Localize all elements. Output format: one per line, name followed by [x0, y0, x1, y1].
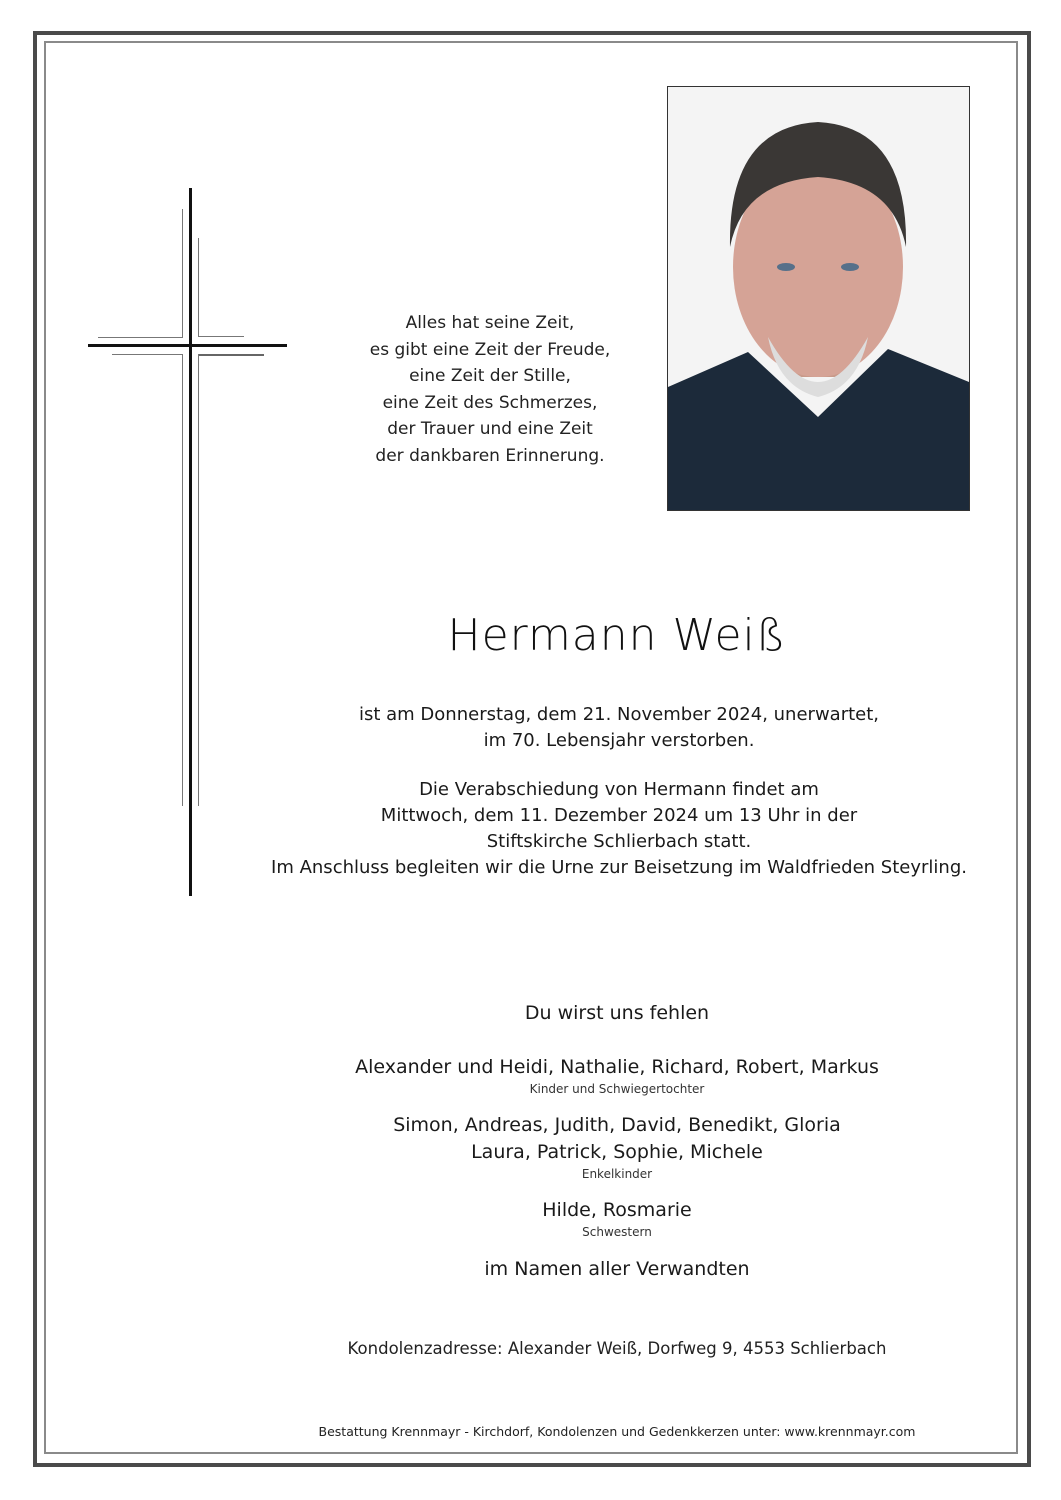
mourner-names: Simon, Andreas, Judith, David, Benedikt, Gloria — [393, 1114, 841, 1136]
quote — [370, 310, 611, 469]
deceased-name: Hermann Weiß — [447, 610, 787, 661]
quote-line: der Trauer und eine Zeit — [387, 419, 593, 439]
mourner-group — [355, 1054, 879, 1097]
mourner-relation: Kinder und Schwiegertochter — [529, 1082, 705, 1096]
farewell-details — [271, 777, 967, 881]
mourner-relation: Enkelkinder — [581, 1167, 653, 1181]
quote-line: eine Zeit des Schmerzes, — [382, 392, 598, 413]
farewell-line: Die Verabschiedung von Hermann findet am — [419, 779, 819, 800]
farewell-line: Stiftskirche Schlierbach statt. — [486, 831, 752, 852]
notice-line: im 70. Lebensjahr verstorben. — [483, 730, 755, 751]
quote-line: Alles hat seine Zeit, — [405, 313, 575, 333]
quote-line: es gibt eine Zeit der Freude, — [369, 339, 611, 360]
mourner-names: Alexander und Heidi, Nathalie, Richard, Robert, Markus — [355, 1056, 879, 1078]
farewell-line: Im Anschluss begleiten wir die Urne zur Beisetzung im Waldfrieden Steyrling. — [271, 857, 967, 878]
quote-line: eine Zeit der Stille, — [409, 366, 571, 386]
quote-line: der dankbaren Erinnerung. — [375, 445, 605, 466]
closing-line: Du wirst uns fehlen — [524, 1002, 710, 1024]
mourner-group — [393, 1112, 841, 1182]
mourner-relation: Schwestern — [582, 1225, 652, 1239]
farewell-line: Mittwoch, dem 11. Dezember 2024 um 13 Uhr in der — [380, 805, 858, 826]
mourner-group — [542, 1197, 691, 1240]
mourner-names: Hilde, Rosmarie — [542, 1199, 692, 1221]
footer-note: Bestattung Krennmayr - Kirchdorf, Kondolenzen und Gedenkkerzen unter: www.krennmayr.com — [318, 1424, 916, 1439]
condolence-address: Kondolenzadresse: Alexander Weiß, Dorfweg 9, 4553 Schlierbach — [347, 1339, 887, 1358]
relatives-line: im Namen aller Verwandten — [484, 1258, 750, 1280]
death-notice — [359, 702, 879, 754]
notice-line: ist am Donnerstag, dem 21. November 2024, unerwartet, — [358, 704, 880, 725]
portrait-photo — [667, 86, 970, 511]
mourner-names: Laura, Patrick, Sophie, Michele — [471, 1141, 763, 1163]
